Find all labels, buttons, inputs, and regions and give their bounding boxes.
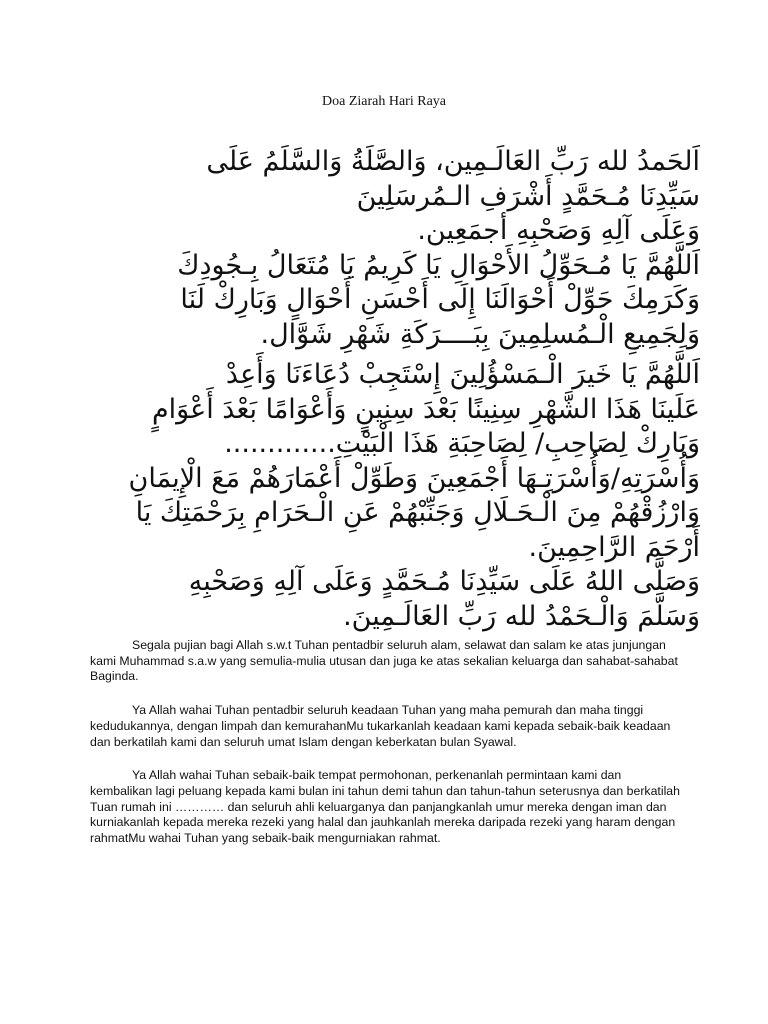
- arabic-line: سَيِّدِنَا مُـحَمَّدٍ أَشْرَفِ الـمُرسَلِينَ: [356, 180, 700, 212]
- arabic-line: وَعَلَى آلِهِ وَصَحْبِهِ أجمَعِين.: [417, 215, 700, 246]
- translation-paragraph: Ya Allah wahai Tuhan pentadbir seluruh keadaan Tuhan yang maha pemurah dan maha tinggi kedudukannya, dengan limpah dan kemurahanMu tukarkanlah keadaan kami kepada sebaik-baik keadaan dan berkatilah kami dan seluruh umat Islam dengan keberkatan bulan Syawal.: [90, 703, 671, 749]
- arabic-prayer-text: [70, 145, 700, 634]
- arabic-line: وَصَلَّى اللهُ عَلَى سَيِّدِنَا مُـحَمَّدٍ وَعَلَى آلِهِ وَصَحْبِهِ: [188, 566, 700, 597]
- arabic-line: عَلَينَا هَذَا الشَّهْرِ سِنِينًا بَعْدَ سِنِينٍ وَأَعْوَامًا بَعْدَ أَعْوَامٍ: [151, 393, 700, 425]
- translation-paragraph: Segala pujian bagi Allah s.w.t Tuhan pentadbir seluruh alam, selawat dan salam ke atas junjungan kami Muhammad s.a.w yang semulia-mulia utusan dan juga ke atas sekalian keluarga dan sahabat-sahabat Baginda.: [90, 638, 678, 684]
- arabic-line: وَأُسْرَتِهِ/وَأُسْرَتِـهَا أَجْمَعِينَ وَطَوِّلْ أَعْمَارَهُمْ مَعَ الْإِيمَانِ: [128, 462, 700, 494]
- arabic-line: اَلحَمدُ لله رَبِّ العَالَـمِين، وَالصَّلَةُ وَالسَّلَمُ عَلَى: [206, 146, 700, 177]
- arabic-line: وَسَلَّمَ وَالْـحَمْدُ لله رَبِّ العَالَـمِينَ.: [343, 600, 700, 632]
- arabic-line: اَللَّهُمَّ يَا خَيرَ الْـمَسْؤُلِينَ إِسْتَجِبْ دُعَاءَنَا وَأَعِدْ: [225, 359, 700, 390]
- arabic-line: وَلِجَمِيعِ الْـمُسلِمِينَ بِبَــــرَكَةِ شَهْرِ شَوَّال.: [260, 318, 700, 350]
- arabic-line: أَرْحَمَ الرَّاحِمِينَ.: [528, 531, 700, 563]
- arabic-line: اَللَّهُمَّ يَا مُـحَوِّلُ الأَحْوَالِ يَا كَرِيمُ يَا مُتَعَالُ بِـجُودِكَ: [177, 249, 700, 281]
- malay-translation: [90, 638, 680, 865]
- arabic-line: وَبَارِكْ لِصَاحِبِ/ لِصَاحِبَةِ هَذَا الْبَيْتِ.............: [224, 428, 700, 459]
- translation-paragraph: Ya Allah wahai Tuhan sebaik-baik tempat permohonan, perkenanlah permintaan kami dan kembalikan lagi peluang kepada kami bulan ini tahun demi tahun dan tahun-tahun seterusnya dan berkatilah Tuan rumah ini ………… dan seluruh ahli keluarganya dan panjangkanlah umur mereka dengan iman dan kurniakanlah kepada mereka rezeki yang halal dan jauhkanlah mereka daripada rezeki yang haram dengan rahmatMu wahai Tuhan yang sebaik-baik mengurniakan rahmat.: [90, 768, 680, 846]
- arabic-line: وَارْزُقْهُمْ مِنَ الْـحَـلَالِ وَجَنِّبْهُمْ عَنِ الْـحَرَامِ بِرَحْمَتِكَ يَا: [135, 497, 700, 528]
- document-title: Doa Ziarah Hari Raya: [322, 94, 446, 109]
- arabic-line: وَكَرَمِكَ حَوِّلْ أَحْوَالَنَا إِلَى أَحْسَنِ أَحْوَالٍ وَبَارِكْ لَنَا: [180, 284, 700, 315]
